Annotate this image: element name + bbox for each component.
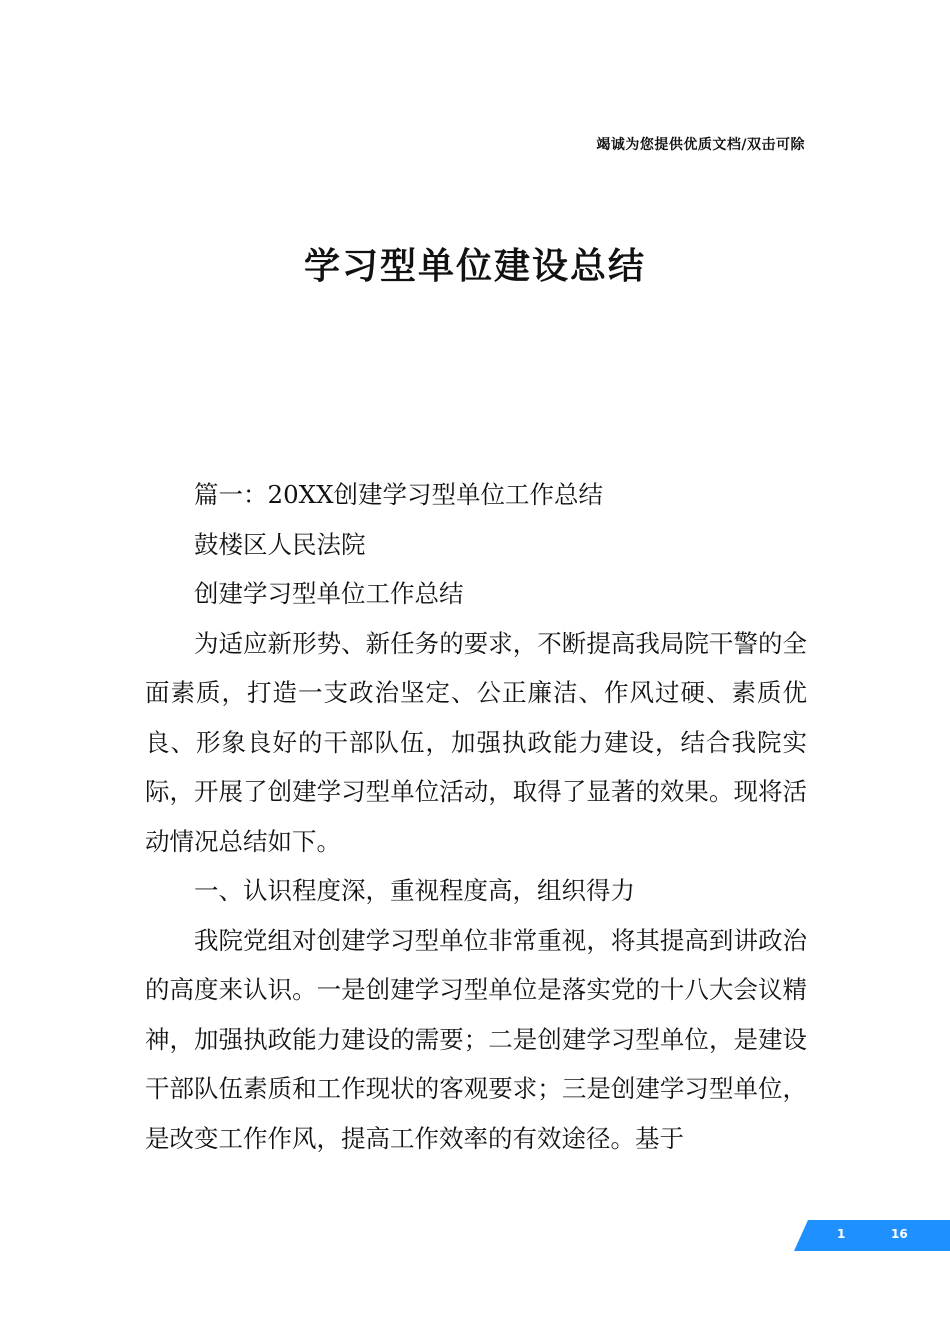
paragraph: 为适应新形势、新任务的要求，不断提高我局院干警的全面素质，打造一支政治坚定、公正廉洁、作风过硬、素质优良、形象良好的干部队伍，加强执政能力建设，结合我院实际，开展了创建学习型单位活动，取得了显著的效果。现将活动情况总结如下。 (145, 628, 807, 856)
current-page-number: 1 (837, 1227, 846, 1241)
paragraph: 鼓楼区人民法院 (194, 529, 366, 559)
page-indicator-background (794, 1220, 950, 1251)
paragraph: 篇一：20XX创建学习型单位工作总结 (194, 480, 604, 509)
header-note: 竭诚为您提供优质文档/双击可除 (596, 137, 805, 153)
document-body (145, 470, 807, 1163)
paragraph: 我院党组对创建学习型单位非常重视，将其提高到讲政治的高度来认识。一是创建学习型单位是落实党的十八大会议精神，加强执政能力建设的需要；二是创建学习型单位，是建设干部队伍素质和工作现状的客观要求；三是创建学习型单位，是改变工作作风，提高工作效率的有效途径。基于 (145, 925, 807, 1153)
page-indicator (794, 1220, 950, 1251)
total-pages-number: 16 (891, 1227, 908, 1241)
document-title: 学习型单位建设总结 (303, 246, 646, 287)
paragraph: 一、认识程度深，重视程度高，组织得力 (194, 876, 635, 905)
paragraph: 创建学习型单位工作总结 (194, 579, 464, 608)
